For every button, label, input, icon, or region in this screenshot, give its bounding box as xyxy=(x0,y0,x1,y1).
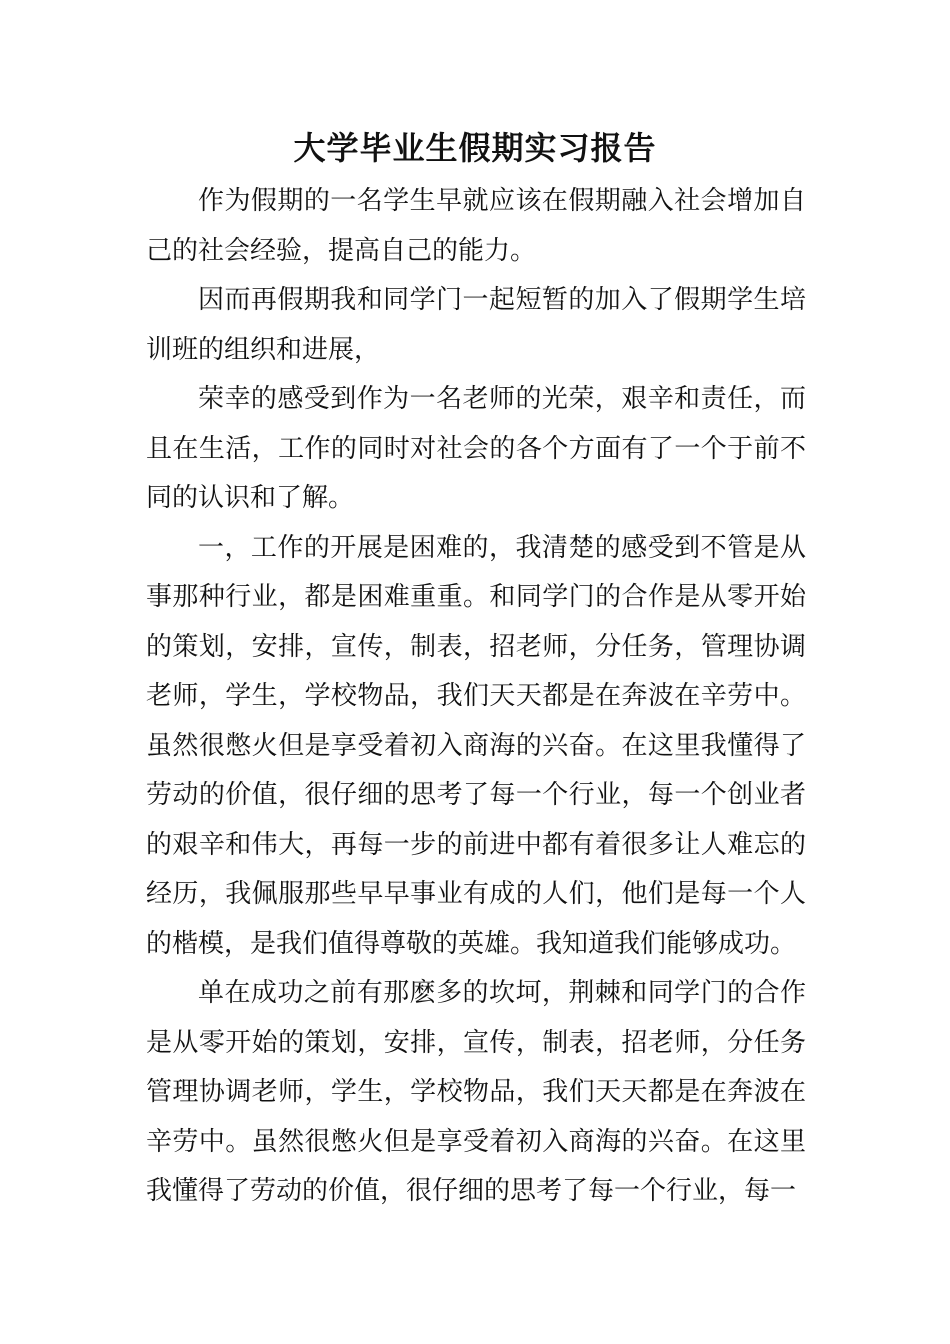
paragraph-5: 单在成功之前有那麽多的坎坷，荆棘和同学门的合作是从零开始的策划，安排，宣传，制表，招老师，分任务管理协调老师，学生，学校物品，我们天天都是在奔波在辛劳中。虽然很憋火但是享受着初入商海的兴奋。在这里我懂得了劳动的价值，很仔细的思考了每一个行业，每一 xyxy=(146,978,806,1206)
document-body xyxy=(146,177,806,1217)
paragraph-3: 荣幸的感受到作为一名老师的光荣，艰辛和责任，而且在生活，工作的同时对社会的各个方面有了一个于前不同的认识和了解。 xyxy=(146,384,806,513)
paragraph-4: 一，工作的开展是困难的，我清楚的感受到不管是从事那种行业，都是困难重重。和同学门的合作是从零开始的策划，安排，宣传，制表，招老师，分任务，管理协调老师，学生，学校物品，我们天天都是在奔波在辛劳中。虽然很憋火但是享受着初入商海的兴奋。在这里我懂得了劳动的价值，很仔细的思考了每一个行业，每一个创业者的艰辛和伟大，再每一步的前进中都有着很多让人难忘的经历，我佩服那些早早事业有成的人们，他们是每一个人的楷模，是我们值得尊敬的英雄。我知道我们能够成功。 xyxy=(146,532,806,959)
paragraph-2: 因而再假期我和同学门一起短暂的加入了假期学生培训班的组织和进展， xyxy=(146,285,806,365)
document-title: 大学毕业生假期实习报告 xyxy=(293,129,657,167)
paragraph-1: 作为假期的一名学生早就应该在假期融入社会增加自己的社会经验，提高自己的能力。 xyxy=(146,186,806,266)
